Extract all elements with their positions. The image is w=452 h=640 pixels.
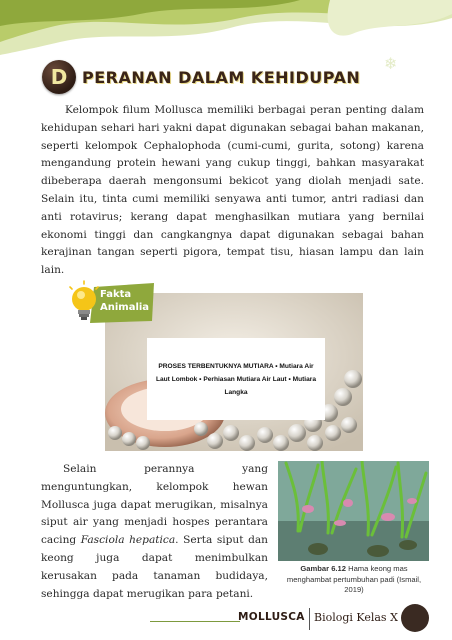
fakta-label-line2: Animalia (100, 302, 150, 313)
fakta-label (100, 288, 149, 314)
para2-text-a: Selain perannya yang menguntungkan, kelompok hewan Mollusca juga dapat merugikan, misalnya siput air yang menjadi hospes perantara cacing (41, 463, 268, 547)
section-badge: D (42, 60, 76, 94)
section-title: PERANAN DALAM KEHIDUPAN (82, 67, 361, 87)
section-heading (42, 60, 360, 94)
fakta-label-line1: Fakta (100, 289, 132, 300)
footer-subject: Biologi Kelas X (314, 611, 398, 624)
rice-field-illustration (278, 461, 429, 561)
species-name: Fasciola hepatica (80, 534, 176, 547)
fakta-caption: PROSES TERBENTUKNYA MUTIARA • Mutiara Air Laut Lombok • Perhiasan Mutiara Air Laut • Mutiara Langka (147, 338, 325, 420)
figure-caption-text: Hama keong mas menghambat pertumbuhan padi (Ismail, 2019) (286, 564, 422, 594)
figure-caption (280, 564, 428, 596)
para2-text-b: . Serta siput dan keong juga dapat menimbulkan kerusakan pada tanaman budidaya, sehingga dapat merugikan para petani. (41, 534, 268, 600)
page-number-circle (401, 604, 429, 632)
footer-chapter: MOLLUSCA (238, 611, 305, 623)
golden-snail-photo (278, 461, 429, 561)
body-paragraph-2 (41, 461, 268, 603)
footer-divider (309, 608, 310, 630)
snowflake-icon: ❄ (384, 54, 398, 73)
body-paragraph-1: Kelompok filum Mollusca memiliki berbagai peran penting dalam kehidupan sehari hari yakni dapat digunakan sebagai bahan makanan, seperti kelompok Cephalophoda (cumi-cumi, gurita, sotong) karena mengandung protein hewani yang cukup tinggi, bahkan masyarakat dibeberapa daerah mengonsumi bekicot yang diolah menjadi sate. Selain itu, tinta cumi memiliki senyawa anti tumor, antri radiasi dan anti rotavirus; kerang dapat menghasilkan mutiara yang bernilai ekonomi tinggi dan cangkangnya dapat digunakan sebagai bahan kerajinan tangan seperti pigora, tempat tisu, hiasan lampu dan lain lain. (41, 104, 424, 277)
figure-label: Gambar 6.12 (300, 564, 346, 573)
footer-rule (150, 621, 240, 622)
